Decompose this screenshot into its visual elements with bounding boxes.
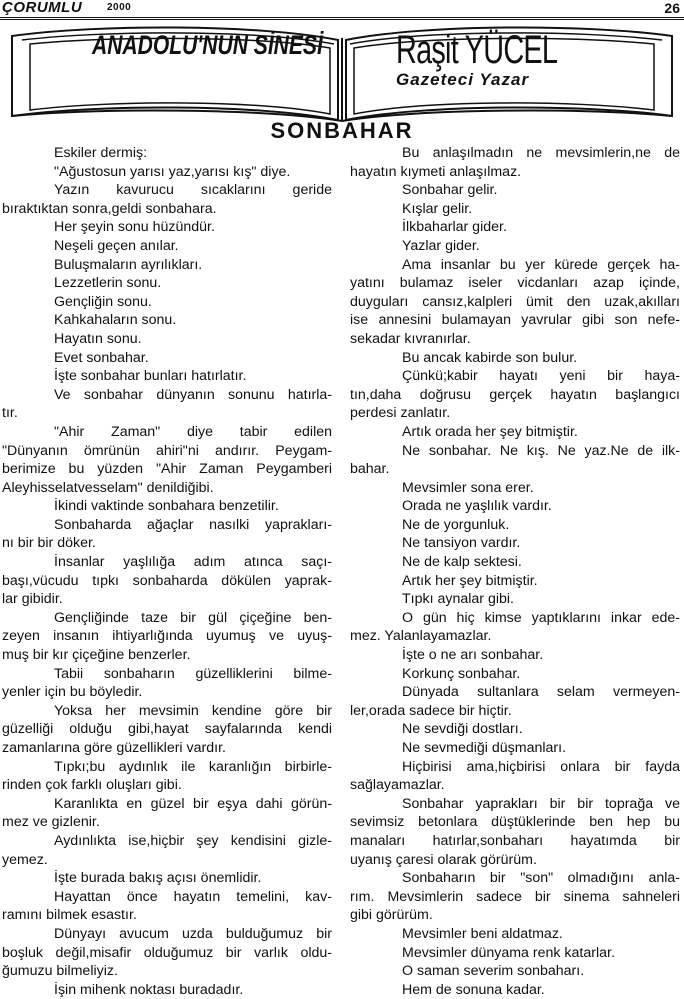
text-line: perdesi zanlatır.: [350, 405, 451, 422]
text-line: "Ahir Zaman" diye tabir edilen: [54, 423, 332, 440]
text-line: Korkunç sonbahar.: [402, 665, 521, 682]
text-line: Ne tansiyon vardır.: [402, 535, 521, 552]
text-line: ramını bilmek esastır.: [2, 907, 137, 924]
text-line: Artık her şey bitmiştir.: [402, 572, 538, 589]
text-line: ise annesini bulamayan yavrular gibi son nefe-: [350, 312, 680, 329]
text-line: yemez.: [2, 851, 48, 868]
text-line: Hayatın sonu.: [54, 330, 142, 347]
column-title: ANADOLU'NUN SİNESİ: [92, 30, 323, 60]
text-line: Mevsimler beni aldatmaz.: [402, 925, 563, 942]
text-line: nı bir bir döker.: [2, 535, 96, 552]
text-line: İlkbaharlar gider.: [402, 219, 507, 236]
text-line: Ve sonbahar dünyanın sonunu hatırla-: [54, 386, 332, 403]
text-line: Tabii sonbaharın güzelliklerini bilme-: [54, 665, 332, 682]
text-line: Dünyayı avucum uzda bulduğumuz bir: [54, 925, 332, 942]
text-line: başı,vücudu tıpkı sonbaharda dökülen yaprak-: [2, 572, 332, 589]
page-number: 26: [664, 0, 680, 16]
text-line: İkindi vaktinde sonbahara benzetilir.: [54, 498, 279, 515]
text-line: zamanlarına göre güzellikleri vardır.: [2, 740, 226, 756]
text-line: İşte o ne arı sonbahar.: [402, 647, 544, 664]
text-line: ler,orada sadece bir hiçtir.: [350, 702, 512, 719]
magazine-year: 2000: [107, 2, 132, 13]
left-column: [2, 144, 332, 999]
text-line: Artık orada her şey bitmiştir.: [402, 423, 578, 440]
text-line: "Ağustosun yarısı yaz,yarısı kış" diye.: [54, 163, 291, 180]
text-line: Evet sonbahar.: [54, 349, 149, 366]
text-line: rinden çok farklı oluşları gibi.: [2, 777, 182, 794]
text-line: Neşeli geçen anılar.: [54, 237, 179, 254]
text-line: Tıpkı aynalar gibi.: [402, 591, 514, 608]
text-line: Hayattan önce hayatın temelini, kav-: [54, 888, 332, 905]
article-title: SONBAHAR: [270, 118, 414, 143]
text-line: Orada ne yaşlılık vardır.: [402, 498, 552, 515]
text-line: Ne sonbahar. Ne kış. Ne yaz.Ne de ilk-: [402, 442, 680, 459]
text-line: Lezzetlerin sonu.: [54, 275, 162, 292]
text-line: muş bir kır çiçeğine benzerler.: [2, 647, 191, 664]
text-line: Yazın kavurucu sıcaklarını geride: [54, 182, 332, 199]
text-line: İşte sonbahar bunları hatırlatır.: [54, 368, 247, 385]
text-line: O saman severim sonbaharı.: [402, 963, 585, 980]
text-line: duyguları cansız,kalpleri ümit den uzak,akılları: [350, 293, 680, 310]
text-line: Hiçbirisi ama,hiçbirisi onlara bir fayda: [402, 758, 680, 775]
text-line: manaları hatırlar,sonbaharı hayatımda bir: [350, 832, 680, 849]
text-line: yatını bulamaz iseler vicdanları azap içinde,: [350, 275, 680, 292]
text-line: Her şeyin sonu hüzündür.: [54, 219, 215, 236]
text-line: Karanlıkta en güzel bir eşya dahi görün-: [54, 795, 332, 812]
text-line: rım. Mevsimlerin sadece bir sinema sahneleri: [350, 888, 680, 905]
text-line: uyanış çaresi olarak görürüm.: [350, 851, 537, 868]
text-line: hayatın kıymeti anlaşılmaz.: [350, 163, 522, 180]
text-line: sevimsiz betonlara düştüklerinde ben hep bu: [350, 814, 680, 831]
text-line: Aydınlıkta ise,hiçbir şey kendisini gizle-: [54, 832, 332, 849]
text-line: Gençliğinde taze bir gül çiçeğine ben-: [54, 609, 332, 626]
text-line: Aleyhisselatvesselam" denildiğibi.: [2, 479, 214, 496]
text-line: Yazlar gider.: [402, 237, 480, 254]
text-line: berimize bu yüzden "Ahir Zaman Peygamberi: [2, 461, 332, 478]
text-line: Bu ancak kabirde son bulur.: [402, 349, 578, 366]
text-line: Mevsimler sona erer.: [402, 479, 534, 496]
text-line: Hem de sonuna kadar.: [402, 981, 545, 998]
text-line: Tıpkı;bu aydınlık ile karanlığın birbirle-: [54, 758, 332, 775]
header-rule: [0, 17, 684, 20]
text-line: Sonbahar yaprakları bir bir toprağa ve: [402, 795, 680, 812]
text-line: mez. Yalanlayamazlar.: [350, 628, 492, 645]
text-line: İşin mihenk noktası buradadır.: [54, 981, 244, 998]
text-line: mez ve gizlenir.: [2, 814, 100, 831]
text-line: Yoksa her mevsimin kendine göre bir: [54, 702, 332, 719]
text-line: O gün hiç kimse yaptıklarını inkar ede-: [402, 609, 680, 626]
text-line: lar gibidir.: [2, 591, 63, 608]
text-line: bahar.: [350, 461, 390, 478]
author-name: Raşit YÜCEL: [396, 28, 558, 72]
page-header: [0, 0, 684, 22]
author-role: Gazeteci Yazar: [396, 70, 530, 89]
text-line: Sonbaharda ağaçlar nasılki yaprakları-: [54, 516, 332, 533]
text-line: ğumuzu bilmeliyiz.: [2, 963, 118, 980]
text-line: Dünyada sultanlara selam vermeyen-: [402, 684, 680, 701]
text-line: Gençliğin sonu.: [54, 293, 152, 310]
text-line: Buluşmaların ayrılıkları.: [54, 256, 203, 273]
text-line: bıraktıktan sonra,geldi sonbahara.: [2, 200, 217, 217]
text-line: Bu anlaşılmadın ne mevsimlerin,ne de: [402, 145, 680, 161]
text-line: Çünkü;kabir hayatı yeni bir haya-: [402, 368, 680, 385]
text-line: sağlayamazlar.: [350, 777, 445, 794]
text-line: tın,daha doğrusu gerçek hayatın başlangıcı: [350, 386, 680, 403]
text-line: güzelliği olduğu gibi,hayat sayfalarında kendi: [2, 721, 332, 738]
text-line: Mevsimler dünyama renk katarlar.: [402, 944, 615, 961]
right-column: [350, 144, 680, 999]
text-line: boşluk değil,misafir olduğumuz bir varlık oldu-: [2, 944, 332, 961]
text-line: Ne de yorgunluk.: [402, 516, 510, 533]
text-line: İşte burada bakış açısı önemlidir.: [54, 870, 262, 887]
text-line: Kışlar gelir.: [402, 200, 473, 217]
text-line: tır.: [2, 405, 18, 422]
text-line: "Dünyanın ömrünün ahiri"ni andırır. Peygam-: [2, 442, 332, 459]
text-line: yenler için bu böyledir.: [2, 684, 143, 701]
text-line: sekadar kıvranırlar.: [350, 330, 471, 347]
text-line: İnsanlar yaşlılığa adım atınca saçı-: [54, 554, 332, 571]
text-line: Sonbaharın bir "son" olmadığını anla-: [402, 870, 680, 887]
text-line: Eskiler dermiş:: [54, 145, 148, 161]
text-line: gibi görürüm.: [350, 907, 433, 924]
text-line: Ne sevdiği dostları.: [402, 721, 523, 738]
text-line: Ama insanlar bu yer kürede gerçek ha-: [402, 256, 680, 273]
text-line: Sonbahar gelir.: [402, 182, 498, 199]
text-line: Ne sevmediği düşmanları.: [402, 740, 567, 756]
text-line: zeyen insanın ihtiyarlığında uyumuş ve uyuş-: [2, 628, 332, 645]
text-line: Kahkahaların sonu.: [54, 312, 177, 329]
text-line: Ne de kalp sektesi.: [402, 554, 522, 571]
magazine-name: ÇORUMLU: [2, 0, 83, 16]
